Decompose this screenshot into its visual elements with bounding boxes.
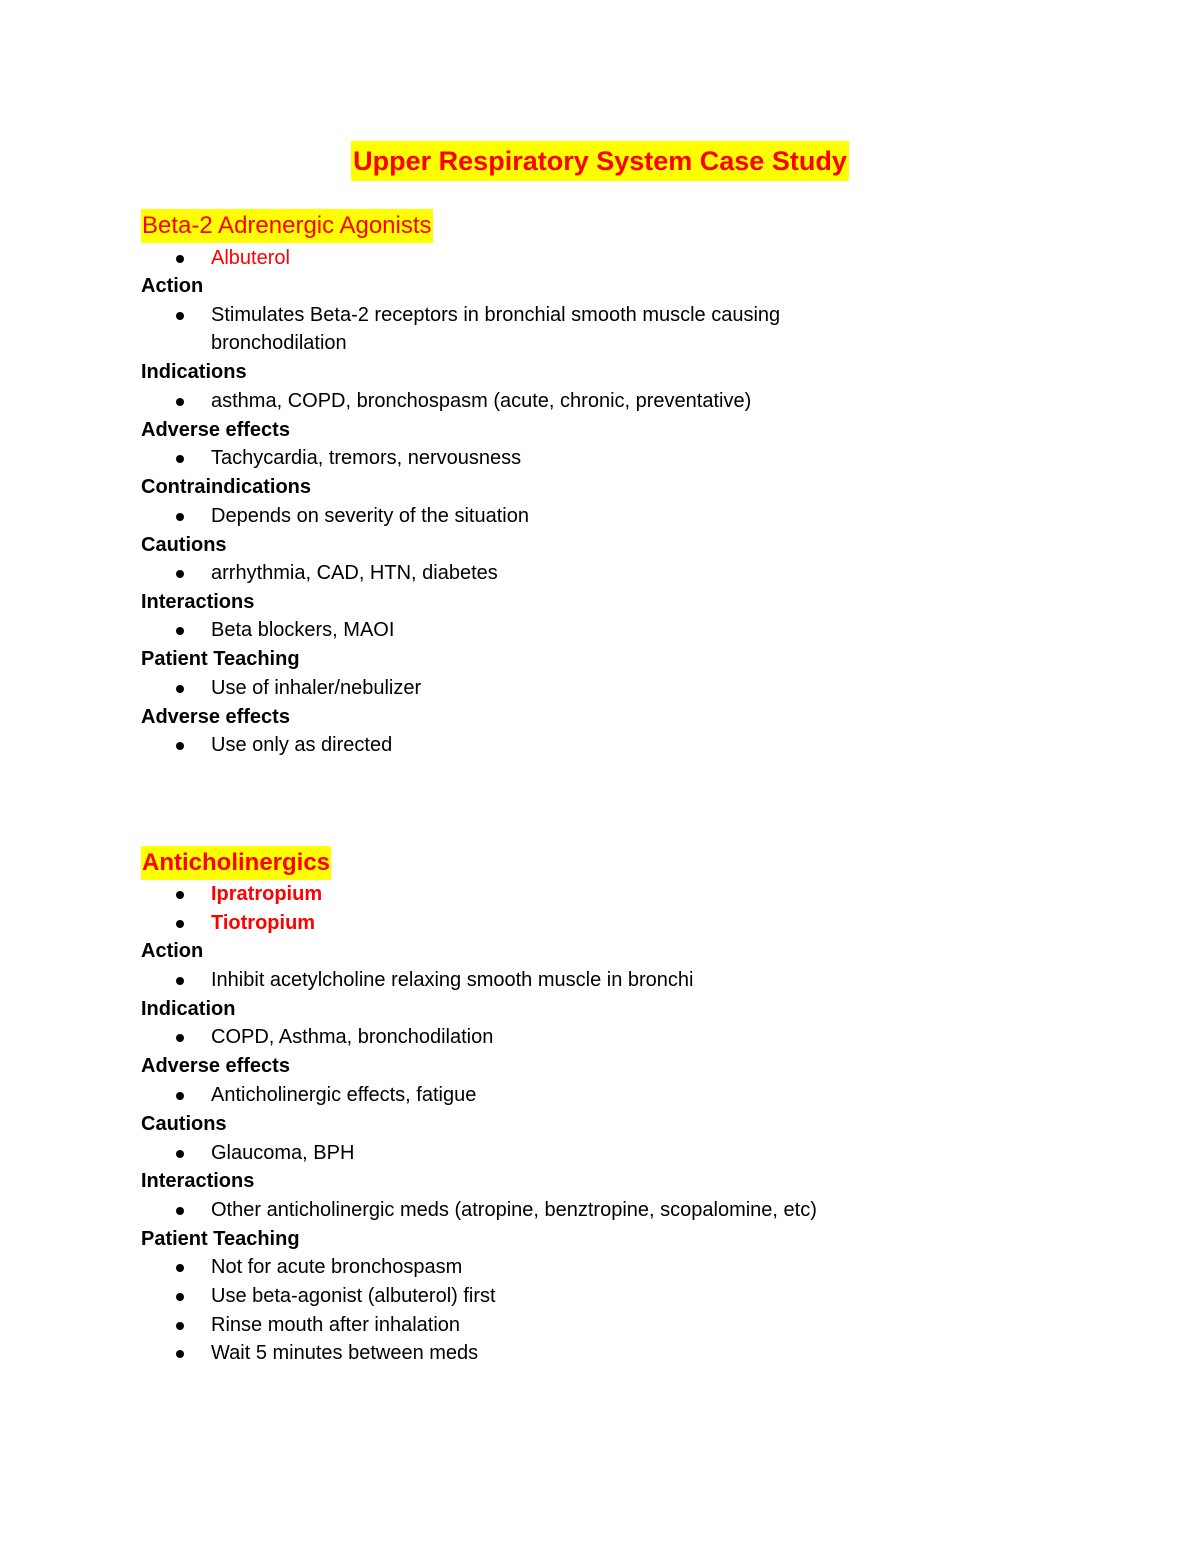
bullet-icon (176, 1322, 184, 1330)
list-item-text: Anticholinergic effects, fatigue (211, 1084, 477, 1106)
list-item-text: Beta blockers, MAOI (211, 619, 395, 641)
section-heading-anticholinergics (141, 846, 331, 880)
bullet-icon (176, 627, 184, 635)
list-item-text: Depends on severity of the situation (211, 505, 529, 527)
bullet-icon (176, 255, 184, 263)
bullet-icon (176, 455, 184, 463)
bullet-icon (176, 742, 184, 750)
list-item-text: arrhythmia, CAD, HTN, diabetes (211, 562, 498, 584)
field-label: Interactions (141, 1170, 255, 1192)
list-item-text: bronchodilation (211, 332, 347, 354)
bullet-icon (176, 685, 184, 693)
list-item-text: Not for acute bronchospasm (211, 1256, 463, 1278)
bullet-icon (176, 977, 184, 985)
field-label: Patient Teaching (141, 648, 300, 670)
bullet-icon (176, 1150, 184, 1158)
field-label: Patient Teaching (141, 1228, 300, 1250)
field-label: Adverse effects (141, 419, 290, 441)
field-label: Action (141, 275, 204, 297)
list-item-text: Use only as directed (211, 734, 393, 756)
field-label: Cautions (141, 534, 227, 556)
list-item-text: COPD, Asthma, bronchodilation (211, 1026, 494, 1048)
bullet-icon (176, 920, 184, 928)
bullet-icon (176, 891, 184, 899)
bullet-icon (176, 1034, 184, 1042)
section-heading-beta2 (141, 209, 433, 243)
title-wrap (0, 141, 1200, 181)
field-label: Adverse effects (141, 1055, 290, 1077)
list-item-text: Tachycardia, tremors, nervousness (211, 447, 522, 469)
bullet-icon (176, 570, 184, 578)
field-label: Interactions (141, 591, 255, 613)
list-item-text: Wait 5 minutes between meds (211, 1342, 479, 1364)
bullet-icon (176, 1350, 184, 1358)
field-label: Adverse effects (141, 706, 290, 728)
list-item-text: Use of inhaler/nebulizer (211, 677, 422, 699)
field-label: Indications (141, 361, 247, 383)
field-label: Action (141, 940, 204, 962)
field-label: Contraindications (141, 476, 312, 498)
bullet-icon (176, 312, 184, 320)
bullet-icon (176, 1092, 184, 1100)
drug-name: Albuterol (211, 247, 290, 269)
list-item-text: Glaucoma, BPH (211, 1142, 355, 1164)
document-title: Upper Respiratory System Case Study (351, 141, 849, 181)
drug-name: Ipratropium (211, 883, 323, 905)
list-item-text: Use beta-agonist (albuterol) first (211, 1285, 496, 1307)
section-heading-text: Anticholinergics (141, 846, 331, 880)
bullet-icon (176, 513, 184, 521)
bullet-icon (176, 398, 184, 406)
field-label: Indication (141, 998, 236, 1020)
list-item-text: Rinse mouth after inhalation (211, 1314, 461, 1336)
list-item-text: Stimulates Beta-2 receptors in bronchial smooth muscle causing (211, 304, 781, 326)
list-item-text: asthma, COPD, bronchospasm (acute, chronic, preventative) (211, 390, 752, 412)
bullet-icon (176, 1293, 184, 1301)
list-item-text: Inhibit acetylcholine relaxing smooth muscle in bronchi (211, 969, 694, 991)
bullet-icon (176, 1264, 184, 1272)
list-item-text: Other anticholinergic meds (atropine, benztropine, scopalomine, etc) (211, 1199, 817, 1221)
section-heading-text: Beta-2 Adrenergic Agonists (141, 209, 433, 243)
bullet-icon (176, 1207, 184, 1215)
drug-name: Tiotropium (211, 912, 316, 934)
field-label: Cautions (141, 1113, 227, 1135)
